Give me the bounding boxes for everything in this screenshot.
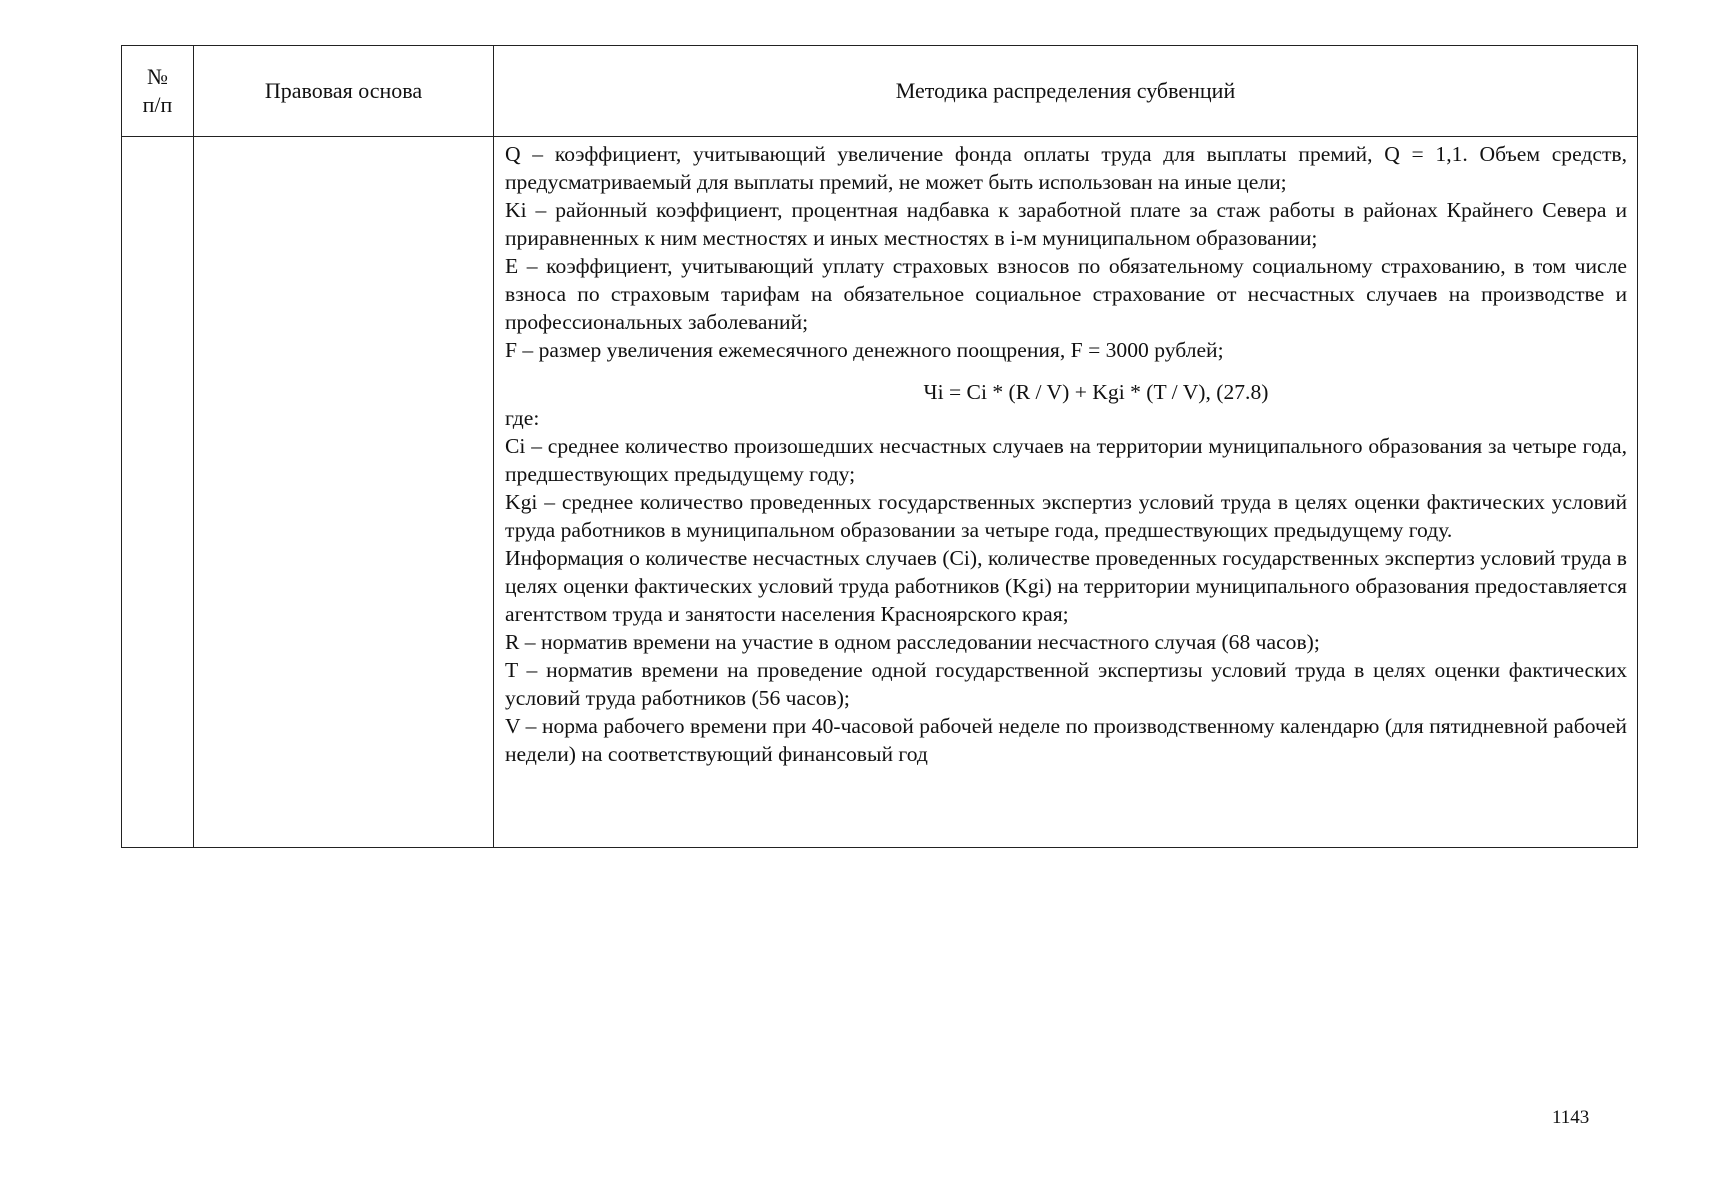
methodology-paragraph: Kgi – среднее количество проведенных государственных экспертиз условий труда в целях оценки фактических условий труда работников в муниципальном образовании за четыре года, предшествующих предыдущему году.: [505, 490, 1627, 542]
methodology-paragraph: R – норматив времени на участие в одном расследовании несчастного случая (68 часов);: [505, 630, 1320, 654]
methodology-paragraph: V – норма рабочего времени при 40-часовой рабочей неделе по производственному календарю (для пятидневной рабочей недели) на соответствующий финансовый год: [505, 714, 1627, 766]
header-number-column: [122, 46, 194, 137]
page-number: 1143: [1552, 1107, 1590, 1128]
formula-27-8: Чi = Ci * (R / V) + Kgi * (T / V), (27.8): [923, 380, 1269, 404]
methodology-paragraph: Информация о количестве несчастных случаев (Ci), количестве проведенных государственных экспертиз условий труда в целях оценки фактических условий труда работников (Kgi) на территории муниципального образования предоставляется агентством труда и занятости населения Красноярского края;: [505, 546, 1627, 626]
methodology-paragraph: Ci – среднее количество произошедших несчастных случаев на территории муниципального образования за четыре года, предшествующих предыдущему году;: [505, 434, 1627, 486]
methodology-paragraph: где:: [505, 406, 540, 430]
methodology-paragraph: Q – коэффициент, учитывающий увеличение фонда оплаты труда для выплаты премий, Q = 1,1. Объем средств, предусматриваемый для выплаты премий, не может быть использован на иные цели;: [505, 142, 1627, 194]
methodology-paragraph: Ki – районный коэффициент, процентная надбавка к заработной плате за стаж работы в районах Крайнего Севера и приравненных к ним местностях и иных местностях в i-м муниципальном образовании;: [505, 198, 1627, 250]
methodology-paragraph: E – коэффициент, учитывающий уплату страховых взносов по обязательному социальному страхованию, в том числе взноса по страховым тарифам на обязательное социальное страхование от несчастных случаев на производстве и профессиональных заболеваний;: [505, 254, 1627, 334]
methodology-paragraph: F – размер увеличения ежемесячного денежного поощрения, F = 3000 рублей;: [505, 338, 1224, 362]
header-number-abbrev: п/п: [142, 92, 173, 117]
row-legal-basis-cell: [194, 137, 494, 848]
table-header-row: [122, 46, 1638, 137]
row-number-cell: [122, 137, 194, 848]
header-methodology: Методика распределения субвенций: [494, 46, 1638, 137]
definitions-after-formula: [505, 404, 1627, 768]
row-methodology-cell: [494, 137, 1638, 848]
table-row: [122, 137, 1638, 848]
methodology-paragraph: T – норматив времени на проведение одной государственной экспертизы условий труда в целях оценки фактических условий труда работников (56 часов);: [505, 658, 1627, 710]
header-legal-basis: Правовая основа: [194, 46, 494, 137]
methodology-table: [121, 45, 1638, 848]
header-number-symbol: №: [147, 64, 168, 89]
definitions-before-formula: [505, 140, 1627, 364]
